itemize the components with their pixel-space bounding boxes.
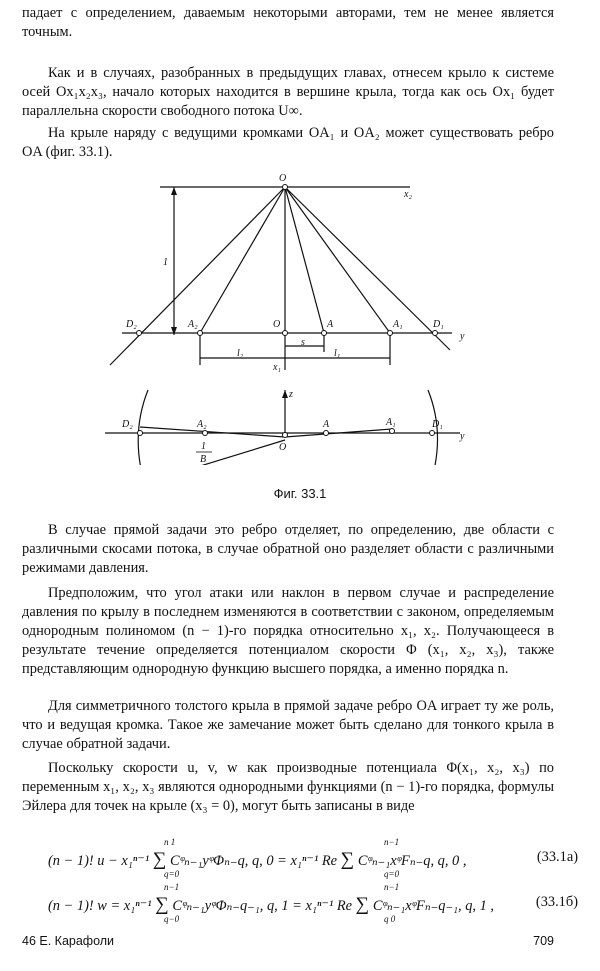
eq1-number: (33.1a) bbox=[536, 849, 578, 865]
eq1-rhs: Cᵠₙ₋₁xᵠFₙ₋q, q, 0 , bbox=[357, 853, 467, 869]
sec-label-o: O bbox=[279, 442, 287, 453]
sec-label-a: A bbox=[323, 419, 330, 430]
sum2-upper: n−1 bbox=[384, 837, 400, 847]
sum1-upper: n−1 bbox=[164, 882, 180, 892]
label-l2: l₂ bbox=[237, 348, 244, 359]
sec-point-a bbox=[324, 431, 329, 436]
sec-point-o bbox=[283, 433, 288, 438]
sec-label-a2: A₂ bbox=[197, 419, 207, 430]
equation-33-1a bbox=[22, 835, 578, 883]
sec-point-d1 bbox=[430, 431, 435, 436]
sum1-lower: q−0 bbox=[164, 914, 180, 924]
sec-point-d2 bbox=[138, 431, 143, 436]
paragraph-6: Для симметричного толстого крыла в прямой задаче ребро OA играет ту же роль, что и ведущая кромка. Такое же замечание может быть сделано для тонкого крыла в случае обратной задачи. bbox=[22, 698, 554, 752]
sum-icon: ∑ bbox=[355, 894, 370, 915]
equation-33-1b bbox=[22, 880, 578, 928]
sum-icon: ∑ bbox=[152, 849, 167, 870]
arrow-top bbox=[171, 187, 177, 195]
z-arrow bbox=[282, 390, 288, 398]
sum-icon: ∑ bbox=[340, 849, 355, 870]
label-l1: l₁ bbox=[334, 348, 341, 359]
paragraph-1: падает с определением, даваемым некоторыми авторами, тем не менее является точным. bbox=[22, 5, 554, 40]
wing-section-line bbox=[140, 427, 392, 437]
eq2-lhs: (n − 1)! w = x₁ⁿ⁻¹ bbox=[48, 898, 152, 914]
label-o-top: O bbox=[279, 173, 287, 184]
sec-label-a1: A₁ bbox=[386, 417, 396, 428]
point-d1 bbox=[433, 331, 438, 336]
footer-author: 46 Е. Карафоли bbox=[22, 934, 115, 948]
label-a: A bbox=[327, 319, 334, 330]
eq1-mid: Cᵠₙ₋₁yᵠΦₙ₋q, q, 0 = x₁ⁿ⁻¹ Re bbox=[169, 853, 338, 869]
point-a1 bbox=[388, 331, 393, 336]
sum1-lower: q=0 bbox=[164, 869, 180, 879]
point-o bbox=[283, 331, 288, 336]
paragraph-5: Предположим, что угол атаки или наклон в первом случае и распределение давления по крылу в последнем изменяются в соответствии с законом, определяемым однородным полиномом (n − 1)-го порядка относительно x₁, x₂. Получающееся в результате течение определяется потенциалом скорости Φ (x₁, x₂, x₃), также представляющим однородную функцию высшего порядка, а именно порядка n. bbox=[22, 585, 554, 677]
sec-label-d1: D₁ bbox=[432, 419, 443, 430]
point-a2 bbox=[198, 331, 203, 336]
radius-line bbox=[145, 440, 285, 465]
ray-a bbox=[285, 187, 324, 333]
label-s: s bbox=[301, 337, 305, 348]
label-one: 1 bbox=[163, 257, 168, 268]
sum1-upper: n 1 bbox=[164, 837, 176, 847]
paragraph-4: В случае прямой задачи это ребро отделяет, по определению, две области с различными скосами потока, в случае обратной оно разделяет области с различными режимами давления. bbox=[22, 522, 554, 576]
sum2-lower: q=0 bbox=[384, 869, 400, 879]
arrow-bottom bbox=[171, 327, 177, 335]
sec-point-a1 bbox=[390, 429, 395, 434]
figure-caption: Фиг. 33.1 bbox=[273, 486, 327, 501]
point-d2 bbox=[137, 331, 142, 336]
label-a1: A₁ bbox=[393, 319, 403, 330]
ray-a1 bbox=[285, 187, 390, 333]
paragraph-7: Поскольку скорости u, v, w как производные потенциала Φ(x₁, x₂, x₃) по переменным x₁, x₂, x₃ являются однородными функциями (n − 1)-го порядка, формулы Эйлера для точек на крыле (x₃ = 0), могут быть записаны в виде bbox=[22, 760, 554, 814]
paragraph-3: На крыле наряду с ведущими кромками OA₁ и OA₂ может существовать ребро OA (фиг. 33.1). bbox=[22, 125, 554, 160]
sec-label-d2: D₂ bbox=[122, 419, 133, 430]
eq1-lhs: (n − 1)! u − x₁ⁿ⁻¹ bbox=[48, 853, 150, 869]
label-d1: D₁ bbox=[433, 319, 444, 330]
paragraph-2: Как и в случаях, разобранных в предыдущих главах, отнесем крыло к системе осей Ox₁x₂x₃, начало которых находится в вершине крыла, тогда как ось Ox₁ будет параллельна скорости свободного потока U∞. bbox=[22, 65, 554, 119]
ray-d2 bbox=[110, 187, 285, 365]
label-x1: x₁ bbox=[273, 362, 281, 373]
label-z: z bbox=[289, 389, 293, 400]
label-y: y bbox=[460, 331, 465, 342]
eq2-rhs: Cᵠₙ₋₁xᵠFₙ₋q₋₁, q, 1 , bbox=[372, 898, 495, 914]
sec-point-a2 bbox=[203, 431, 208, 436]
frac-denominator: B bbox=[200, 454, 207, 465]
page-number: 709 bbox=[533, 934, 554, 948]
label-o: O bbox=[273, 319, 281, 330]
sum2-lower: q 0 bbox=[384, 914, 396, 924]
label-a2: A₂ bbox=[188, 319, 198, 330]
figure-33-1 bbox=[0, 165, 600, 465]
label-d2: D₂ bbox=[126, 319, 137, 330]
point-a bbox=[322, 331, 327, 336]
frac-numerator: 1 bbox=[201, 441, 206, 452]
point-o-top bbox=[283, 185, 288, 190]
eq2-mid: Cᵠₙ₋₁yᵠΦₙ₋q₋₁, q, 1 = x₁ⁿ⁻¹ Re bbox=[172, 898, 353, 914]
sum-icon: ∑ bbox=[155, 894, 169, 915]
sec-label-y: y bbox=[460, 431, 465, 442]
ray-d1 bbox=[285, 187, 450, 350]
eq2-number: (33.1б) bbox=[535, 894, 578, 910]
sum2-upper: n−1 bbox=[384, 882, 400, 892]
label-x2: x₂ bbox=[404, 189, 412, 200]
